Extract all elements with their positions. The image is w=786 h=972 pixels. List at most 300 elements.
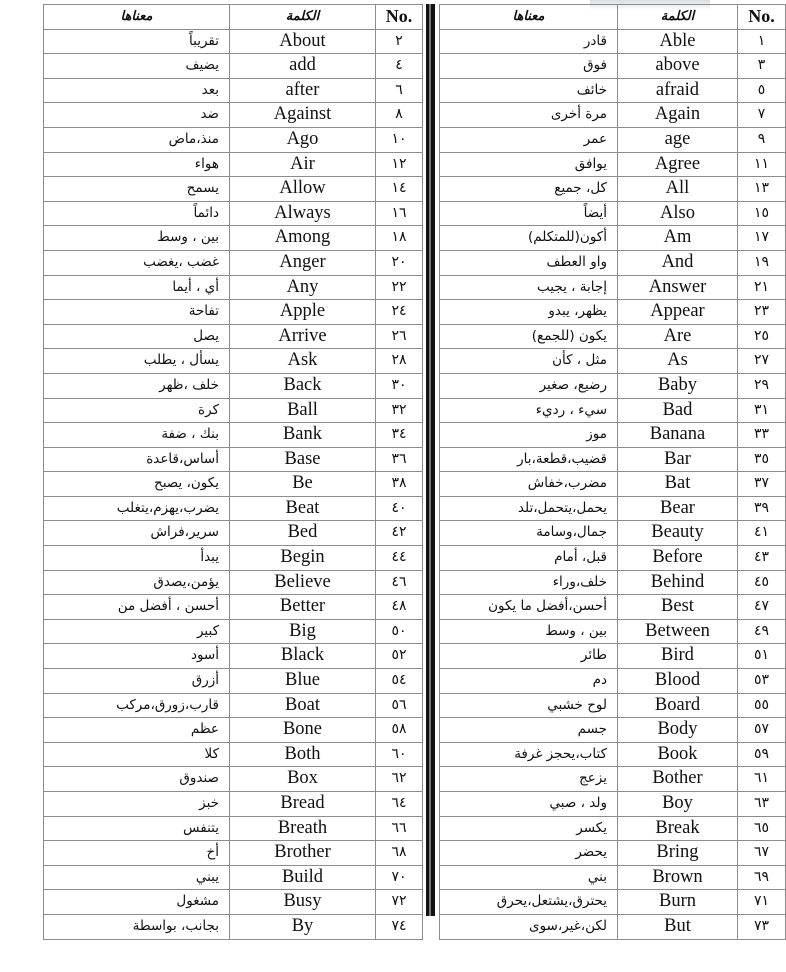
number-cell: ٢٢ <box>376 275 423 300</box>
vocab-row <box>440 447 786 472</box>
number-cell: ٣٣ <box>738 423 786 448</box>
meaning-cell: عظم <box>44 718 230 743</box>
word-cell: Before <box>618 546 738 571</box>
word-cell: Book <box>618 742 738 767</box>
meaning-cell: دم <box>440 669 618 694</box>
number-cell: ٩ <box>738 127 786 152</box>
vocab-row <box>440 816 786 841</box>
word-cell: Blood <box>618 669 738 694</box>
number-cell: ٧٢ <box>376 890 423 915</box>
vocab-row <box>44 865 423 890</box>
vocab-row <box>44 324 423 349</box>
number-cell: ١٤ <box>376 177 423 202</box>
number-cell: ٥١ <box>738 644 786 669</box>
meaning-cell: أزرق <box>44 669 230 694</box>
number-header: No. <box>376 5 423 30</box>
number-cell: ٣٢ <box>376 398 423 423</box>
right-table-body <box>440 29 786 939</box>
meaning-cell: دائماً <box>44 201 230 226</box>
vocab-row <box>440 373 786 398</box>
number-cell: ٦٤ <box>376 792 423 817</box>
word-cell: Busy <box>230 890 376 915</box>
vocab-row <box>44 275 423 300</box>
number-header: No. <box>738 5 786 30</box>
word-header: الكلمة <box>230 5 376 30</box>
meaning-cell: خبز <box>44 792 230 817</box>
number-cell: ٢٥ <box>738 324 786 349</box>
meaning-cell: يظهر، يبدو <box>440 300 618 325</box>
word-cell: Bone <box>230 718 376 743</box>
word-cell: Break <box>618 816 738 841</box>
meaning-cell: يصل <box>44 324 230 349</box>
number-cell: ٣٥ <box>738 447 786 472</box>
number-cell: ٤١ <box>738 521 786 546</box>
vocab-row <box>44 152 423 177</box>
meaning-cell: منذ،ماض <box>44 127 230 152</box>
word-cell: Brown <box>618 865 738 890</box>
number-cell: ٧٠ <box>376 865 423 890</box>
vocab-row <box>440 619 786 644</box>
meaning-cell: يكون (للجمع) <box>440 324 618 349</box>
meaning-cell: رضيع، صغير <box>440 373 618 398</box>
number-cell: ٤٢ <box>376 521 423 546</box>
vocab-row <box>44 816 423 841</box>
left-table-body <box>44 29 423 939</box>
word-cell: Begin <box>230 546 376 571</box>
vocab-row <box>440 423 786 448</box>
vocab-row <box>440 472 786 497</box>
number-cell: ٢٦ <box>376 324 423 349</box>
word-cell: Apple <box>230 300 376 325</box>
number-cell: ١٩ <box>738 250 786 275</box>
meaning-cell: يبدأ <box>44 546 230 571</box>
meaning-cell: ضد <box>44 103 230 128</box>
number-cell: ٢٨ <box>376 349 423 374</box>
meaning-cell: يكسر <box>440 816 618 841</box>
meaning-cell: عمر <box>440 127 618 152</box>
vocab-row <box>44 546 423 571</box>
word-cell: All <box>618 177 738 202</box>
vocab-row <box>44 423 423 448</box>
meaning-header: معناها <box>44 5 230 30</box>
word-cell: Bother <box>618 767 738 792</box>
meaning-cell: قضيب،قطعة،بار <box>440 447 618 472</box>
meaning-cell: كبير <box>44 619 230 644</box>
vocab-row <box>44 127 423 152</box>
vocab-row <box>44 792 423 817</box>
word-cell: Build <box>230 865 376 890</box>
meaning-cell: خائف <box>440 78 618 103</box>
meaning-cell: كلا <box>44 742 230 767</box>
number-cell: ٢٠ <box>376 250 423 275</box>
vocab-row <box>440 595 786 620</box>
word-cell: Blue <box>230 669 376 694</box>
number-cell: ٦٨ <box>376 841 423 866</box>
number-cell: ١٣ <box>738 177 786 202</box>
number-cell: ٤٤ <box>376 546 423 571</box>
number-cell: ٣٧ <box>738 472 786 497</box>
meaning-cell: قادر <box>440 29 618 54</box>
number-cell: ٤ <box>376 54 423 79</box>
vocab-row <box>44 103 423 128</box>
vocab-row <box>44 521 423 546</box>
word-cell: Baby <box>618 373 738 398</box>
meaning-cell: فوق <box>440 54 618 79</box>
vocab-row <box>440 29 786 54</box>
number-cell: ٤٧ <box>738 595 786 620</box>
vocab-row <box>440 127 786 152</box>
meaning-cell: جمال،وسامة <box>440 521 618 546</box>
meaning-cell: جسم <box>440 718 618 743</box>
meaning-cell: ولد ، صبي <box>440 792 618 817</box>
vocab-row <box>44 570 423 595</box>
meaning-cell: هواء <box>44 152 230 177</box>
number-cell: ٥٦ <box>376 693 423 718</box>
vocab-row <box>44 398 423 423</box>
number-cell: ٤٦ <box>376 570 423 595</box>
vocab-row <box>44 496 423 521</box>
number-cell: ١ <box>738 29 786 54</box>
word-cell: Boat <box>230 693 376 718</box>
number-cell: ٥٩ <box>738 742 786 767</box>
vocab-row <box>44 201 423 226</box>
vocab-row <box>440 914 786 939</box>
number-cell: ٢٣ <box>738 300 786 325</box>
vocab-row <box>440 841 786 866</box>
number-cell: ٥٤ <box>376 669 423 694</box>
meaning-cell: يؤمن،يصدق <box>44 570 230 595</box>
word-cell: Both <box>230 742 376 767</box>
word-cell: Any <box>230 275 376 300</box>
meaning-cell: يبني <box>44 865 230 890</box>
vocab-row <box>440 152 786 177</box>
word-cell: Bar <box>618 447 738 472</box>
number-cell: ٣ <box>738 54 786 79</box>
number-cell: ٥٥ <box>738 693 786 718</box>
word-cell: Am <box>618 226 738 251</box>
number-cell: ٥٠ <box>376 619 423 644</box>
number-cell: ٧١ <box>738 890 786 915</box>
meaning-cell: قارب،زورق،مركب <box>44 693 230 718</box>
vocab-row <box>440 521 786 546</box>
meaning-cell: طائر <box>440 644 618 669</box>
meaning-cell: مثل ، كأن <box>440 349 618 374</box>
word-cell: Always <box>230 201 376 226</box>
meaning-cell: يوافق <box>440 152 618 177</box>
word-cell: Behind <box>618 570 738 595</box>
number-cell: ٦٧ <box>738 841 786 866</box>
word-cell: Beauty <box>618 521 738 546</box>
vocab-row <box>44 29 423 54</box>
word-cell: Bear <box>618 496 738 521</box>
word-cell: Believe <box>230 570 376 595</box>
word-cell: Banana <box>618 423 738 448</box>
number-cell: ١٠ <box>376 127 423 152</box>
meaning-cell: يكون، يصبح <box>44 472 230 497</box>
number-cell: ٣١ <box>738 398 786 423</box>
number-cell: ٦٩ <box>738 865 786 890</box>
meaning-cell: يزعج <box>440 767 618 792</box>
meaning-cell: أخ <box>44 841 230 866</box>
vocab-row <box>44 595 423 620</box>
number-cell: ٣٨ <box>376 472 423 497</box>
vocab-row <box>440 767 786 792</box>
meaning-cell: تفاحة <box>44 300 230 325</box>
word-cell: Bat <box>618 472 738 497</box>
meaning-cell: خلف،وراء <box>440 570 618 595</box>
vocab-row <box>440 250 786 275</box>
number-cell: ٦ <box>376 78 423 103</box>
vocab-row <box>440 201 786 226</box>
header-row <box>44 5 423 30</box>
meaning-cell: يحترق،يشتعل،يحرق <box>440 890 618 915</box>
meaning-cell: يسمح <box>44 177 230 202</box>
vocab-row <box>44 841 423 866</box>
meaning-cell: إجابة ، يجيب <box>440 275 618 300</box>
meaning-cell: سيء ، رديء <box>440 398 618 423</box>
meaning-cell: يضيف <box>44 54 230 79</box>
number-cell: ١٢ <box>376 152 423 177</box>
meaning-cell: أكون(للمتكلم) <box>440 226 618 251</box>
number-cell: ٣٠ <box>376 373 423 398</box>
word-cell: Best <box>618 595 738 620</box>
number-cell: ٤٨ <box>376 595 423 620</box>
meaning-cell: بنك ، ضفة <box>44 423 230 448</box>
word-cell: Ask <box>230 349 376 374</box>
vocab-row <box>440 792 786 817</box>
number-cell: ١٥ <box>738 201 786 226</box>
meaning-cell: أحسن ، أفضل من <box>44 595 230 620</box>
meaning-cell: كتاب،يحجز غرفة <box>440 742 618 767</box>
word-cell: Body <box>618 718 738 743</box>
left-vocab-table <box>43 4 423 940</box>
meaning-cell: قبل، أمام <box>440 546 618 571</box>
word-cell: Box <box>230 767 376 792</box>
vocab-row <box>44 78 423 103</box>
number-cell: ٦٠ <box>376 742 423 767</box>
meaning-cell: تقريباً <box>44 29 230 54</box>
vocab-row <box>440 865 786 890</box>
word-cell: Be <box>230 472 376 497</box>
word-cell: Ago <box>230 127 376 152</box>
word-cell: About <box>230 29 376 54</box>
meaning-cell: واو العطف <box>440 250 618 275</box>
number-cell: ٥٢ <box>376 644 423 669</box>
vocab-row <box>44 718 423 743</box>
number-cell: ٥٧ <box>738 718 786 743</box>
number-cell: ٤٩ <box>738 619 786 644</box>
word-cell: Bank <box>230 423 376 448</box>
word-cell: Anger <box>230 250 376 275</box>
meaning-cell: خلف ،ظهر <box>44 373 230 398</box>
word-cell: By <box>230 914 376 939</box>
number-cell: ٤٥ <box>738 570 786 595</box>
vocab-row <box>44 742 423 767</box>
word-cell: Against <box>230 103 376 128</box>
meaning-cell: أيضاً <box>440 201 618 226</box>
word-cell: after <box>230 78 376 103</box>
meaning-cell: أي ، أيما <box>44 275 230 300</box>
number-cell: ٣٦ <box>376 447 423 472</box>
center-divider <box>423 4 439 916</box>
word-cell: Agree <box>618 152 738 177</box>
word-cell: Brother <box>230 841 376 866</box>
meaning-cell: بجانب، بواسطة <box>44 914 230 939</box>
number-cell: ٦٥ <box>738 816 786 841</box>
vocab-row <box>440 324 786 349</box>
word-cell: Black <box>230 644 376 669</box>
vocab-row <box>440 570 786 595</box>
meaning-cell: أساس،قاعدة <box>44 447 230 472</box>
vocab-row <box>440 349 786 374</box>
vocabulary-sheet <box>43 4 775 936</box>
vocab-row <box>44 349 423 374</box>
vocab-row <box>440 546 786 571</box>
word-cell: Breath <box>230 816 376 841</box>
word-cell: add <box>230 54 376 79</box>
vocab-row <box>440 742 786 767</box>
vocab-row <box>44 54 423 79</box>
vocab-row <box>440 300 786 325</box>
number-cell: ٦١ <box>738 767 786 792</box>
vocab-row <box>44 669 423 694</box>
number-cell: ٢٧ <box>738 349 786 374</box>
word-cell: Ball <box>230 398 376 423</box>
meaning-cell: يحضر <box>440 841 618 866</box>
right-vocab-table <box>439 4 786 940</box>
meaning-cell: يتنفس <box>44 816 230 841</box>
word-cell: As <box>618 349 738 374</box>
vocab-row <box>44 890 423 915</box>
meaning-cell: مرة أخرى <box>440 103 618 128</box>
number-cell: ٣٤ <box>376 423 423 448</box>
vocab-row <box>44 177 423 202</box>
number-cell: ٨ <box>376 103 423 128</box>
vocab-row <box>440 103 786 128</box>
number-cell: ٣٩ <box>738 496 786 521</box>
vocab-row <box>44 693 423 718</box>
meaning-cell: يسأل ، يطلب <box>44 349 230 374</box>
meaning-cell: يضرب،يهزم،يتغلب <box>44 496 230 521</box>
vocab-row <box>440 177 786 202</box>
meaning-cell: بعد <box>44 78 230 103</box>
number-cell: ٥٨ <box>376 718 423 743</box>
number-cell: ٦٦ <box>376 816 423 841</box>
vocab-row <box>440 644 786 669</box>
header-row <box>440 5 786 30</box>
word-cell: above <box>618 54 738 79</box>
vocab-row <box>440 398 786 423</box>
number-cell: ٧ <box>738 103 786 128</box>
word-cell: Appear <box>618 300 738 325</box>
meaning-cell: مشغول <box>44 890 230 915</box>
word-cell: Boy <box>618 792 738 817</box>
number-cell: ٥٣ <box>738 669 786 694</box>
meaning-cell: موز <box>440 423 618 448</box>
number-cell: ٤٠ <box>376 496 423 521</box>
vocab-row <box>440 669 786 694</box>
word-cell: Answer <box>618 275 738 300</box>
meaning-cell: كرة <box>44 398 230 423</box>
meaning-cell: أسود <box>44 644 230 669</box>
word-cell: Burn <box>618 890 738 915</box>
vocab-row <box>440 275 786 300</box>
vocab-row <box>44 619 423 644</box>
word-cell: Among <box>230 226 376 251</box>
word-cell: Beat <box>230 496 376 521</box>
word-cell: Again <box>618 103 738 128</box>
right-vocab-table-container <box>439 4 786 936</box>
word-cell: Bird <box>618 644 738 669</box>
meaning-cell: سرير،فراش <box>44 521 230 546</box>
vocab-row <box>44 373 423 398</box>
vocab-row <box>44 300 423 325</box>
meaning-cell: بني <box>440 865 618 890</box>
number-cell: ٤٣ <box>738 546 786 571</box>
vocab-row <box>440 693 786 718</box>
meaning-cell: غضب ،يغضب <box>44 250 230 275</box>
vocab-row <box>44 472 423 497</box>
number-cell: ١٧ <box>738 226 786 251</box>
word-cell: Air <box>230 152 376 177</box>
word-cell: age <box>618 127 738 152</box>
vocab-row <box>44 767 423 792</box>
meaning-cell: يحمل،يتحمل،تلد <box>440 496 618 521</box>
number-cell: ٢ <box>376 29 423 54</box>
vocab-row <box>44 914 423 939</box>
word-cell: afraid <box>618 78 738 103</box>
vocab-row <box>440 496 786 521</box>
number-cell: ١١ <box>738 152 786 177</box>
word-cell: Able <box>618 29 738 54</box>
number-cell: ٢٤ <box>376 300 423 325</box>
word-cell: Bad <box>618 398 738 423</box>
number-cell: ٢١ <box>738 275 786 300</box>
vocab-row <box>440 226 786 251</box>
word-cell: And <box>618 250 738 275</box>
vocab-row <box>440 78 786 103</box>
vocab-row <box>44 447 423 472</box>
word-cell: Better <box>230 595 376 620</box>
vocab-row <box>440 54 786 79</box>
word-cell: Arrive <box>230 324 376 349</box>
meaning-cell: صندوق <box>44 767 230 792</box>
number-cell: ٧٣ <box>738 914 786 939</box>
meaning-cell: أحسن،أفضل ما يكون <box>440 595 618 620</box>
word-cell: But <box>618 914 738 939</box>
number-cell: ١٨ <box>376 226 423 251</box>
word-cell: Base <box>230 447 376 472</box>
meaning-cell: بين ، وسط <box>440 619 618 644</box>
meaning-cell: كل، جميع <box>440 177 618 202</box>
word-cell: Bring <box>618 841 738 866</box>
vocab-row <box>440 718 786 743</box>
word-cell: Big <box>230 619 376 644</box>
vocab-row <box>44 644 423 669</box>
word-cell: Also <box>618 201 738 226</box>
meaning-cell: لكن،غير،سوى <box>440 914 618 939</box>
word-cell: Between <box>618 619 738 644</box>
meaning-cell: بين ، وسط <box>44 226 230 251</box>
number-cell: ٢٩ <box>738 373 786 398</box>
word-cell: Allow <box>230 177 376 202</box>
word-header: الكلمة <box>618 5 738 30</box>
meaning-cell: مضرب،خفاش <box>440 472 618 497</box>
number-cell: ٥ <box>738 78 786 103</box>
word-cell: Board <box>618 693 738 718</box>
word-cell: Are <box>618 324 738 349</box>
word-cell: Bed <box>230 521 376 546</box>
